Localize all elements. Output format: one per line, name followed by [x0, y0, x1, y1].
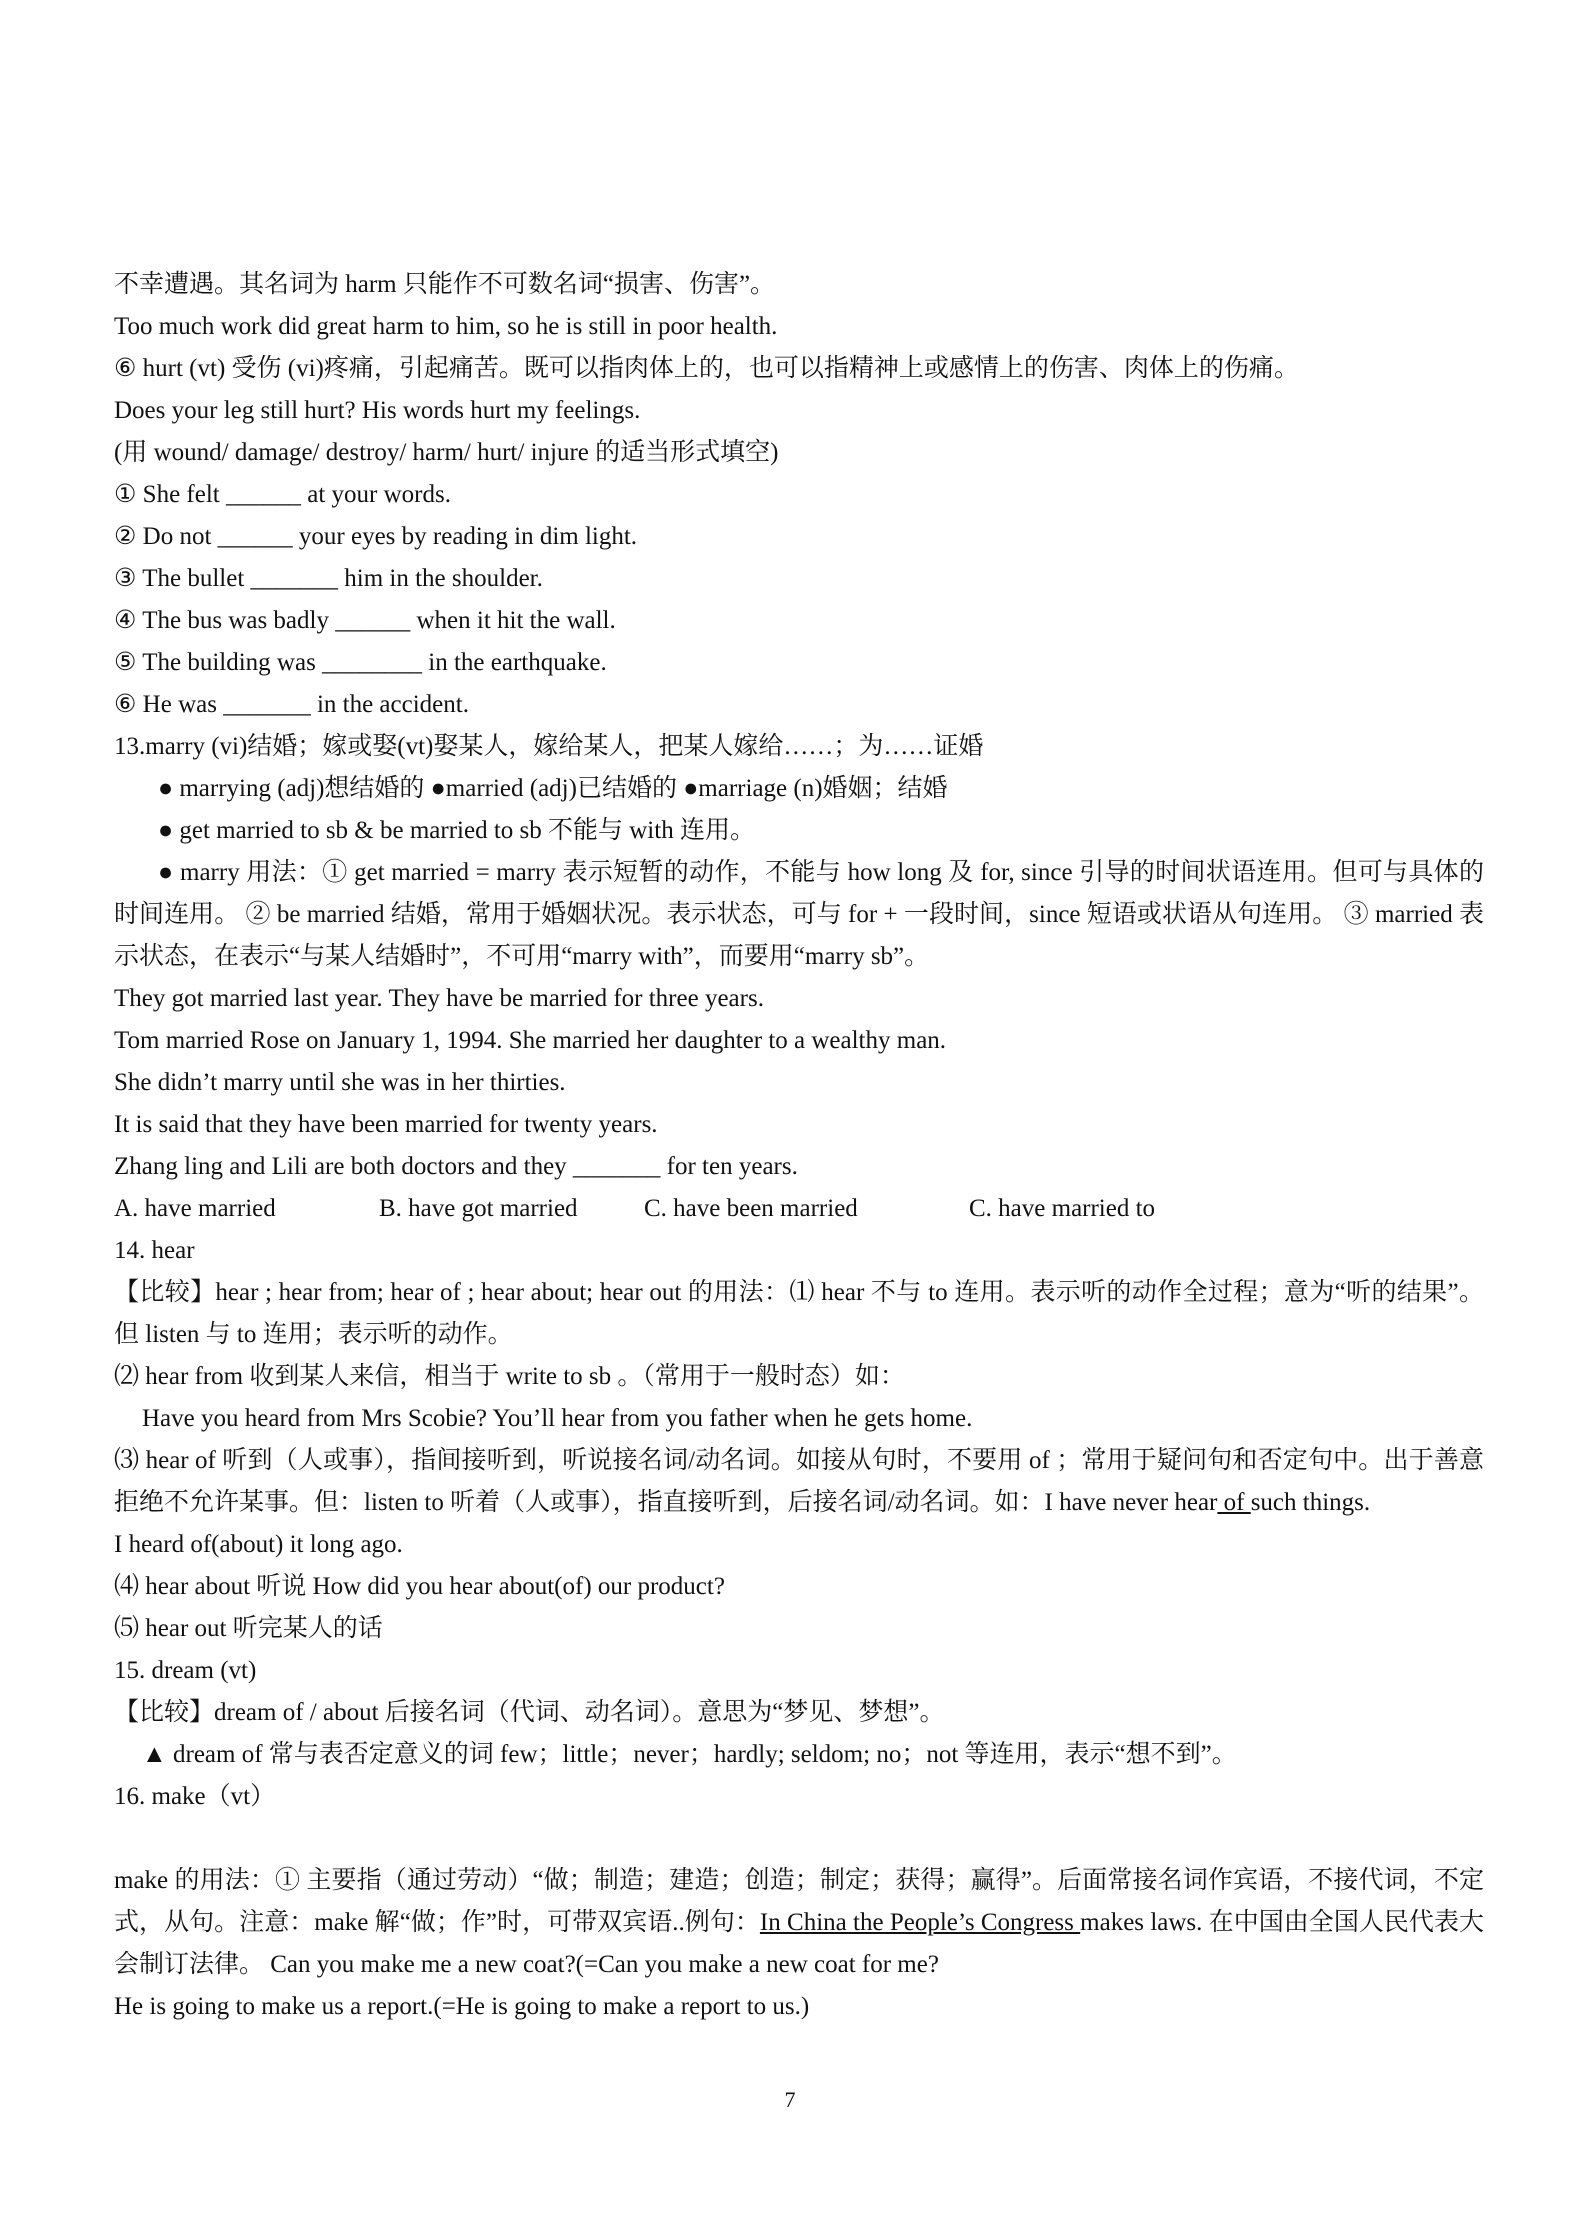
usage-text: make 的用法：① 主要指（通过劳动）“做；制造；建造；创造；制定；获得；赢得”。后面常接名词作宾语，不接代词，不定式，从句。注意：make 解“做；作”时，可带双宾语..例句：	[114, 1867, 1484, 1936]
example-sentence: Too much work did great harm to him, so he is still in poor health.	[114, 313, 778, 340]
note-item: ▲ dream of 常与表否定意义的词 few；little；never；hardly; seldom; no；not 等连用，表示“想不到”。	[142, 1741, 1237, 1768]
comparison-paragraph: 【比较】hear ; hear from; hear of ; hear about; hear out 的用法：⑴ hear 不与 to 连用。表示听的动作全过程；意为“听的结果”。但 listen 与 to 连用；表示听的动作。	[114, 1279, 1484, 1348]
usage-item: ⑷ hear about 听说 How did you hear about(of) our product?	[114, 1573, 725, 1600]
section-heading: 16. make（vt）	[114, 1783, 276, 1810]
example-sentence: She didn’t marry until she was in her thirties.	[114, 1069, 566, 1096]
bullet-item: ● get married to sb & be married to sb 不能与 with 连用。	[158, 817, 755, 844]
exercise-item: ⑤ The building was ________ in the earthquake.	[114, 649, 607, 676]
usage-item: ⑵ hear from 收到某人来信，相当于 write to sb 。（常用于一般时态）如：	[114, 1363, 905, 1390]
example-sentence: They got married last year. They have be married for three years.	[114, 985, 764, 1012]
usage-paragraph	[114, 1440, 1484, 1524]
bullet-paragraph	[114, 852, 1484, 978]
exercise-item: ⑥ He was _______ in the accident.	[114, 691, 469, 718]
example-sentence: Does your leg still hurt? His words hurt my feelings.	[114, 397, 641, 424]
example-sentence: Have you heard from Mrs Scobie? You’ll hear from you father when he gets home.	[142, 1405, 973, 1432]
bullet-text: ● marry 用法：① get married = marry 表示短暂的动作，不能与 how long 及 for, since 引导的时间状语连用。但可与具体的时间连用。 ② be married 结婚，常用于婚姻状况。表示状态，可与 for + 一段时间，since 短语或状语从句连用。 ③ married 表示状态，在表示“与某人结婚时”，不可用“marry with”，而要用“marry sb”。	[114, 859, 1484, 970]
text-line: ⑥ hurt (vt) 受伤 (vi)疼痛，引起痛苦。既可以指肉体上的，也可以指精神上或感情上的伤害、肉体上的伤痛。	[114, 355, 1299, 382]
exercise-question: Zhang ling and Lili are both doctors and they _______ for ten years.	[114, 1153, 798, 1180]
exercise-item: ③ The bullet _______ him in the shoulder.	[114, 565, 543, 592]
example-sentence: I heard of(about) it long ago.	[114, 1531, 403, 1558]
exercise-item: ① She felt ______ at your words.	[114, 481, 451, 508]
exercise-item: ④ The bus was badly ______ when it hit the wall.	[114, 607, 616, 634]
usage-item: ⑸ hear out 听完某人的话	[114, 1615, 383, 1642]
text-line: 不幸遭遇。其名词为 harm 只能作不可数名词“损害、伤害”。	[114, 271, 776, 298]
option-a: A. have married	[114, 1195, 276, 1222]
section-heading: 13.marry (vi)结婚；嫁或娶(vt)娶某人，嫁给某人，把某人嫁给……；为……证婚	[114, 733, 984, 760]
comparison-line: 【比较】dream of / about 后接名词（代词、动名词）。意思为“梦见、梦想”。	[114, 1699, 945, 1726]
underlined-word: of	[1217, 1489, 1251, 1516]
page-content	[114, 264, 1484, 2028]
bullet-item: ● marrying (adj)想结婚的 ●married (adj)已结婚的 ●marriage (n)婚姻；结婚	[158, 775, 948, 802]
usage-text-end: such things.	[1250, 1489, 1371, 1516]
section-heading: 14. hear	[114, 1237, 195, 1264]
exercise-instruction: (用 wound/ damage/ destroy/ harm/ hurt/ injure 的适当形式填空)	[114, 439, 779, 466]
usage-paragraph	[114, 1860, 1484, 1986]
underlined-phrase: In China the People’s Congress	[759, 1909, 1081, 1936]
option-c-alt: C. have married to	[969, 1195, 1156, 1222]
example-sentence: It is said that they have been married for twenty years.	[114, 1111, 658, 1138]
example-sentence: Tom married Rose on January 1, 1994. She married her daughter to a wealthy man.	[114, 1027, 947, 1054]
exercise-item: ② Do not ______ your eyes by reading in dim light.	[114, 523, 638, 550]
usage-text-end: makes laws. 在中国由全国人民代表大会制订法律。 Can you make me a new coat?(=Can you make a new coat for me?	[114, 1909, 1484, 1978]
answer-options	[114, 1188, 1484, 1230]
blank-gap	[114, 1818, 1484, 1860]
page-number: 7	[784, 2087, 796, 2112]
example-sentence: He is going to make us a report.(=He is going to make a report to us.)	[114, 1993, 810, 2020]
section-heading: 15. dream (vt)	[114, 1657, 257, 1684]
usage-text: ⑶ hear of 听到（人或事），指间接听到，听说接名词/动名词。如接从句时，不要用 of ；常用于疑问句和否定句中。出于善意拒绝不允许某事。但：listen to 听着（人或事），指直接听到，后接名词/动名词。如：I have never hear	[114, 1447, 1484, 1516]
option-b: B. have got married	[379, 1195, 578, 1222]
option-c: C. have been married	[644, 1195, 858, 1222]
